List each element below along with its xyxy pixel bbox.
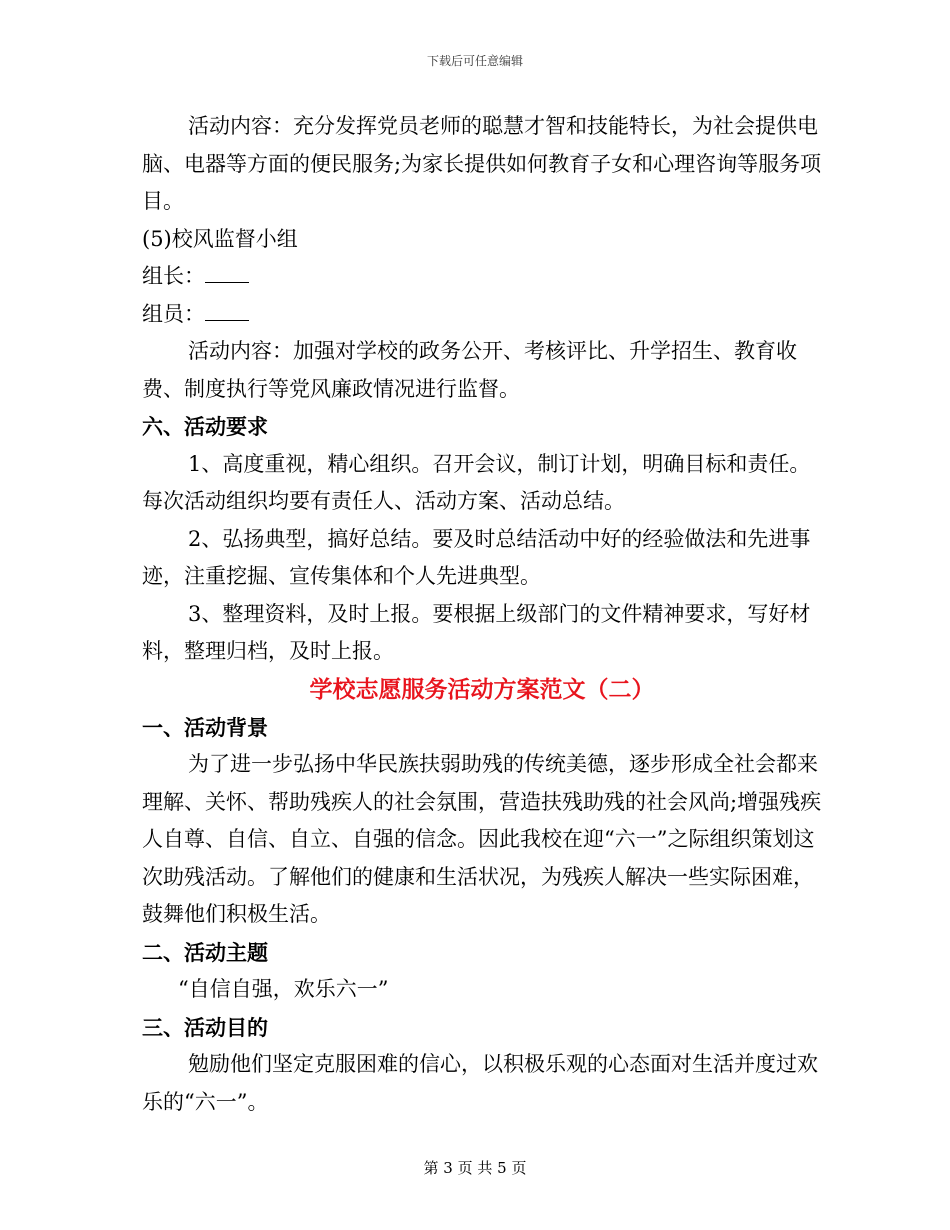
member-label: 组员：: [142, 301, 205, 326]
member-line: [142, 296, 822, 334]
paragraph-activity-content-2: 活动内容：加强对学校的政务公开、考核评比、升学招生、教育收费、制度执行等党风廉政情况进行监督。: [142, 339, 797, 401]
requirement-1: 1、高度重视，精心组织。召开会议，制订计划，明确目标和责任。每次活动组织均要有责任人、活动方案、活动总结。: [142, 451, 811, 513]
section-6-heading: 六、活动要求: [142, 414, 268, 439]
member-blank: [205, 302, 249, 321]
page-header-note: 下载后可任意编辑: [426, 54, 523, 68]
page-footer-number: 第 3 页 共 5 页: [423, 1159, 527, 1177]
theme-heading: 二、活动主题: [142, 939, 268, 965]
background-heading: 一、活动背景: [142, 714, 268, 740]
leader-blank: [205, 264, 249, 283]
document-body: [142, 108, 822, 1121]
leader-line: [142, 258, 822, 296]
purpose-text: 勉励他们坚定克服困难的信心，以积极乐观的心态面对生活并度过欢乐的“六一”。: [142, 1052, 818, 1114]
requirement-3: 3、整理资料，及时上报。要根据上级部门的文件精神要求，写好材料，整理归档，及时上报。: [142, 601, 811, 663]
group-5-title: (5)校风监督小组: [142, 226, 298, 251]
background-text: 为了进一步弘扬中华民族扶弱助残的传统美德，逐步形成全社会都来理解、关怀、帮助残疾人的社会氛围，营造扶残助残的社会风尚;增强残疾人自尊、自信、自立、自强的信念。因此我校在迎“六一”之际组织策划这次助残活动。了解他们的健康和生活状况，为残疾人解决一些实际困难，鼓舞他们积极生活。: [142, 752, 822, 926]
paragraph-activity-content-1: 活动内容：充分发挥党员老师的聪慧才智和技能特长，为社会提供电脑、电器等方面的便民服务;为家长提供如何教育子女和心理咨询等服务项目。: [142, 114, 822, 213]
purpose-heading: 三、活动目的: [142, 1014, 268, 1040]
document-2-title: 学校志愿服务活动方案范文（二）: [309, 675, 655, 703]
leader-label: 组长：: [142, 264, 205, 288]
requirement-2: 2、弘扬典型，搞好总结。要及时总结活动中好的经验做法和先进事迹，注重挖掘、宣传集体和个人先进典型。: [142, 526, 811, 588]
theme-text: “自信自强，欢乐六一”: [178, 977, 389, 1001]
